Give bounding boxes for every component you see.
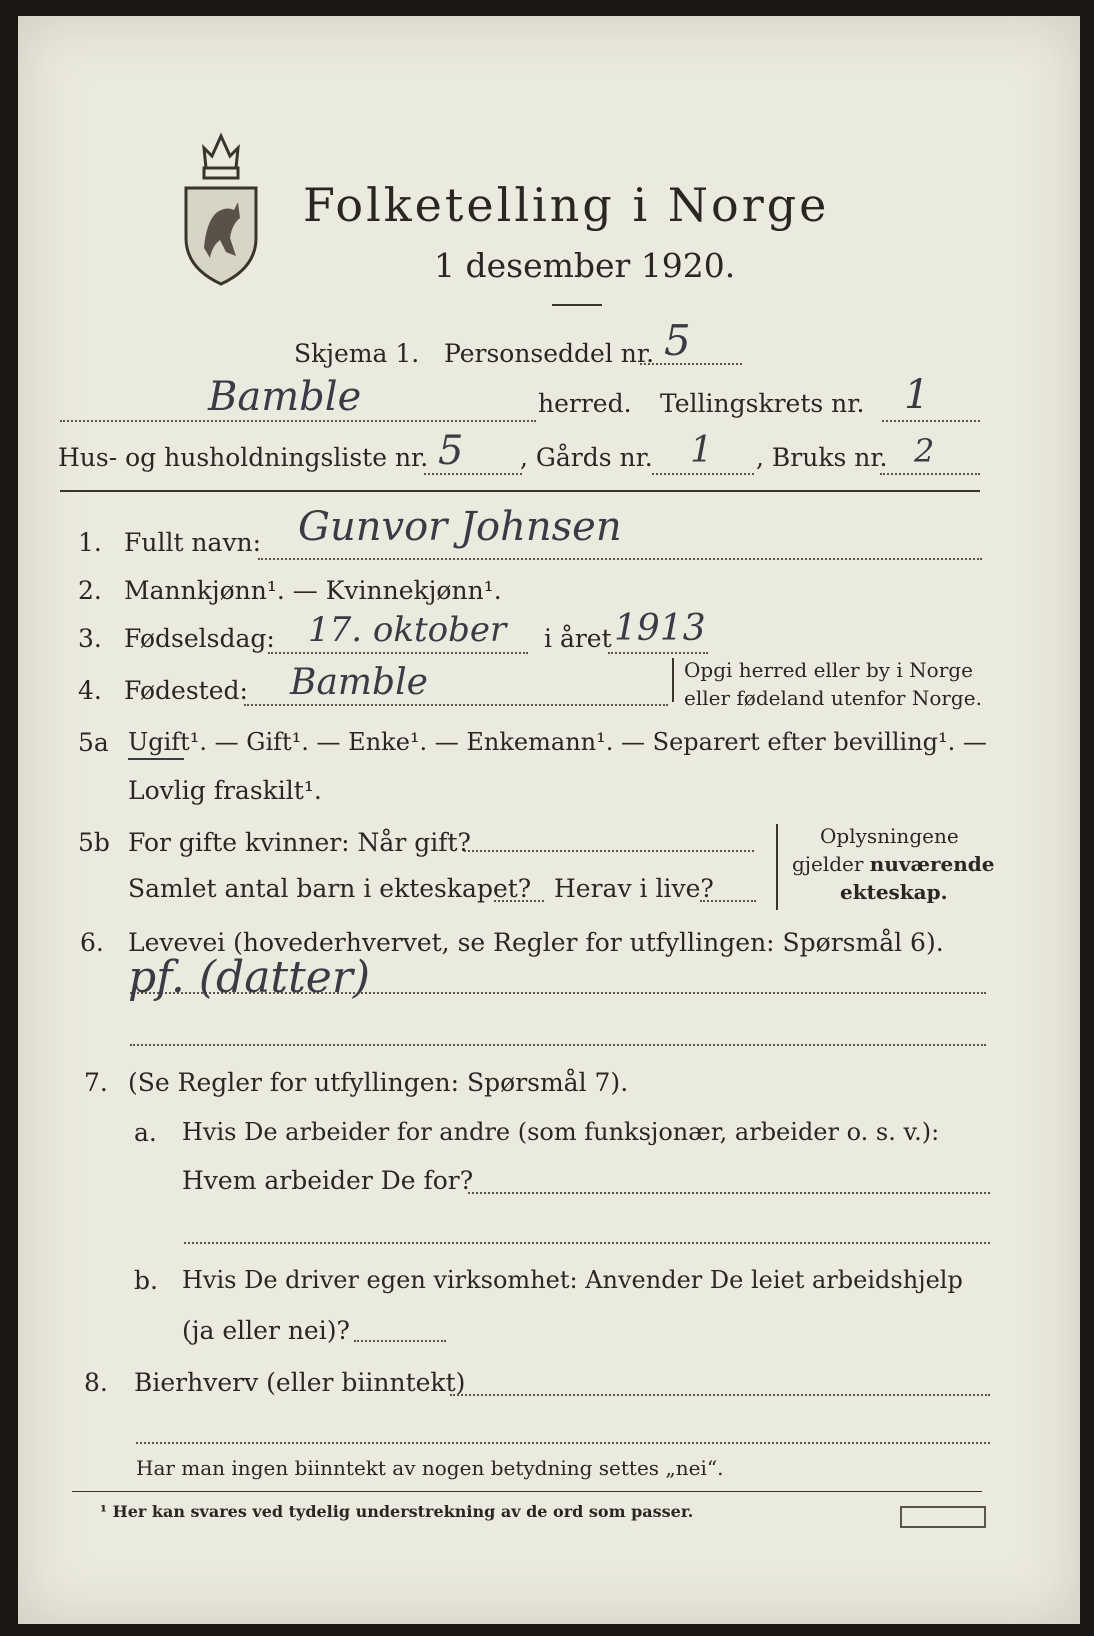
q5b-children-label: Samlet antal barn i ekteskapet?	[128, 874, 532, 903]
personseddel-value: 5	[664, 316, 691, 365]
tellingskrets-label: Tellingskrets nr.	[660, 389, 865, 418]
occupation-field-2[interactable]	[130, 1044, 986, 1046]
employer-field[interactable]	[468, 1192, 990, 1194]
q7-label: (Se Regler for utfyllingen: Spørsmål 7).	[128, 1068, 629, 1097]
q5b-note-line1: Oplysningene	[820, 824, 959, 848]
q3-label: Fødselsdag:	[124, 624, 275, 653]
q7a-letter: a.	[134, 1118, 157, 1147]
q5a-number: 5a	[78, 728, 109, 757]
tellingskrets-field[interactable]	[882, 420, 980, 422]
gards-label: , Gårds nr.	[520, 443, 653, 472]
q5b-note-line2: gjelder nuværende	[792, 852, 995, 876]
bruks-field[interactable]	[880, 473, 980, 475]
q2-number: 2.	[78, 576, 102, 605]
employer-field-2[interactable]	[184, 1242, 990, 1244]
q8-label: Bierhverv (eller biinntekt)	[134, 1368, 466, 1397]
occupation-value: pf. (datter)	[128, 952, 371, 1003]
marital-status-options[interactable]: Ugift¹. — Gift¹. — Enke¹. — Enkemann¹. — Separert efter bevilling¹. —	[128, 728, 987, 756]
birth-year-field[interactable]	[608, 652, 708, 654]
q6-number: 6.	[80, 928, 104, 957]
printer-stamp	[900, 1506, 986, 1528]
marriage-date-field[interactable]	[464, 850, 754, 852]
children-alive-field[interactable]	[700, 900, 756, 902]
q1-label: Fullt navn:	[124, 528, 262, 557]
herred-value: Bamble	[208, 374, 362, 420]
year-label: i året	[544, 624, 612, 653]
q8-note: Har man ingen biinntekt av nogen betydning settes „nei“.	[136, 1456, 724, 1480]
q5b-brace	[776, 824, 784, 910]
q7a-line2: Hvem arbeider De for?	[182, 1166, 474, 1195]
herred-label: herred.	[538, 389, 632, 418]
bruks-value: 2	[914, 432, 935, 470]
form-date: 1 desember 1920.	[434, 246, 736, 285]
q6-label: Levevei (hovederhvervet, se Regler for utfyllingen: Spørsmål 6).	[128, 928, 944, 957]
schema-label: Skjema 1.	[294, 339, 420, 368]
form-title: Folketelling i Norge	[303, 178, 830, 232]
q4-note-line1: Opgi herred eller by i Norge	[684, 658, 973, 682]
q4-note-line2: eller fødeland utenfor Norge.	[684, 686, 982, 710]
husliste-label: Hus- og husholdningsliste nr.	[58, 443, 429, 472]
q4-label: Fødested:	[124, 676, 248, 705]
footnote: ¹ Her kan svares ved tydelig understrekning av de ord som passer.	[100, 1502, 694, 1521]
hired-help-field[interactable]	[354, 1340, 446, 1342]
q1-number: 1.	[78, 528, 102, 557]
personseddel-label: Personseddel nr.	[444, 339, 655, 368]
section-divider	[60, 490, 980, 492]
birthdate-field[interactable]	[268, 652, 528, 654]
q5b-line1: For gifte kvinner: Når gift?	[128, 828, 471, 857]
q4-brace	[672, 658, 680, 702]
husliste-value: 5	[438, 428, 464, 474]
q7b-line2: (ja eller nei)?	[182, 1316, 350, 1345]
birth-year-value: 1913	[614, 608, 706, 649]
q7b-letter: b.	[134, 1266, 158, 1295]
children-count-field[interactable]	[494, 900, 544, 902]
q5b-alive-label: Herav i live?	[554, 874, 714, 903]
q7b-line1: Hvis De driver egen virksomhet: Anvender De leiet arbeidshjelp	[182, 1266, 963, 1294]
bruks-label: , Bruks nr.	[756, 443, 888, 472]
q2-label: Mannkjønn¹. — Kvinnekjønn¹.	[124, 576, 502, 605]
birthplace-field[interactable]	[244, 704, 668, 706]
full-name-value: Gunvor Johnsen	[298, 504, 622, 550]
q3-number: 3.	[78, 624, 102, 653]
q7a-line1: Hvis De arbeider for andre (som funksjonær, arbeider o. s. v.):	[182, 1118, 940, 1146]
q7-number: 7.	[84, 1068, 108, 1097]
personseddel-field[interactable]	[640, 363, 742, 365]
gards-value: 1	[690, 430, 713, 471]
census-form	[18, 16, 1080, 1624]
tellingskrets-value: 1	[904, 372, 930, 418]
ugift-underline	[128, 758, 184, 760]
birthdate-value: 17. oktober	[308, 610, 507, 650]
title-divider	[552, 304, 602, 306]
gards-field[interactable]	[652, 473, 754, 475]
norway-coat-of-arms-icon	[176, 128, 266, 288]
q5b-number: 5b	[78, 828, 110, 857]
footnote-divider	[72, 1491, 982, 1492]
side-income-field-2[interactable]	[136, 1442, 990, 1444]
birthplace-value: Bamble	[290, 662, 428, 703]
side-income-field[interactable]	[450, 1394, 990, 1396]
q5b-note-line3: ekteskap.	[840, 880, 948, 904]
herred-field[interactable]	[60, 420, 536, 422]
full-name-field[interactable]	[258, 558, 982, 560]
q4-number: 4.	[78, 676, 102, 705]
q8-number: 8.	[84, 1368, 108, 1397]
marital-status-line2[interactable]: Lovlig fraskilt¹.	[128, 776, 322, 805]
